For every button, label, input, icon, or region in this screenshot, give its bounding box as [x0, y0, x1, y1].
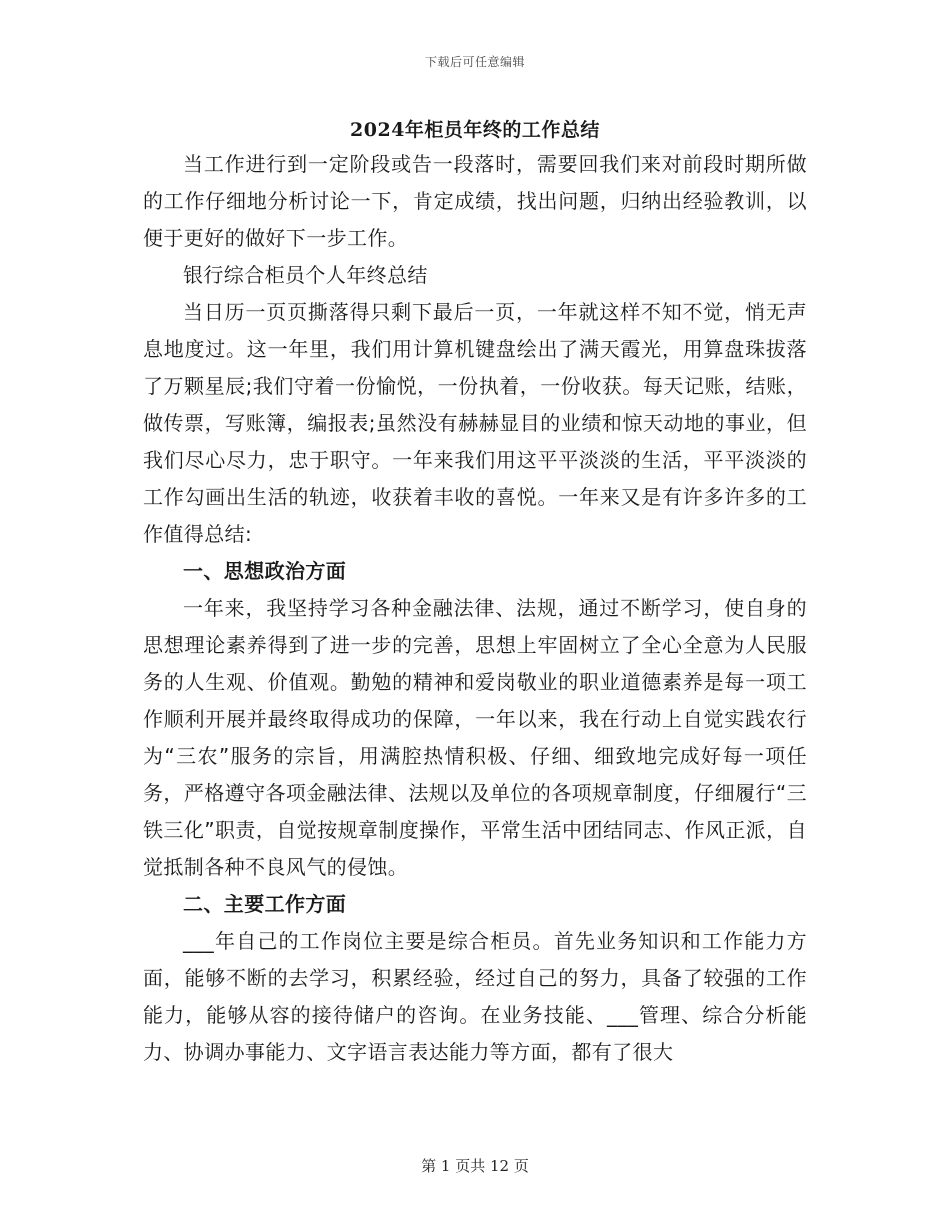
intro-paragraph: 当工作进行到一定阶段或告一段落时，需要回我们来对前段时期所做的工作仔细地分析讨论一下，肯定成绩，找出问题，归纳出经验教训，以便于更好的做好下一步工作。	[143, 152, 807, 250]
page-number: 第 1 页共 12 页	[421, 1157, 529, 1175]
subtitle-paragraph: 银行综合柜员个人年终总结	[183, 263, 428, 287]
header-note: 下载后可任意编辑	[424, 55, 525, 69]
document-title: 2024年柜员年终的工作总结	[350, 119, 600, 141]
section-heading-political: 一、思想政治方面	[183, 559, 347, 583]
section-paragraph-political: 一年来，我坚持学习各种金融法律、法规，通过不断学习，使自身的思想理论素养得到了进一步的完善，思想上牢固树立了全心全意为人民服务的人生观、价值观。勤勉的精神和爱岗敬业的职业道德素养是每一项工作顺利开展并最终取得成功的保障，一年以来，我在行动上自觉实践农行为“三农”服务的宗旨，用满腔热情积极、仔细、细致地完成好每一项任务，严格遵守各项金融法律、法规以及单位的各项规章制度，仔细履行“三铁三化”职责，自觉按规章制度操作，平常生活中团结同志、作风正派，自觉抵制各种不良风气的侵蚀。	[143, 596, 807, 879]
section-heading-work: 二、主要工作方面	[183, 892, 347, 916]
document-body	[143, 146, 807, 1071]
opening-paragraph: 当日历一页页撕落得只剩下最后一页，一年就这样不知不觉，悄无声息地度过。这一年里，我们用计算机键盘绘出了满天霞光，用算盘珠拔落了万颗星辰;我们守着一份愉悦，一份执着，一份收获。每天记账，结账，做传票，写账簿，编报表;虽然没有赫赫显目的业绩和惊天动地的事业，但我们尽心尽力，忠于职守。一年来我们用这平平淡淡的生活，平平淡淡的工作勾画出生活的轨迹，收获着丰收的喜悦。一年来又是有许多许多的工作值得总结:	[143, 300, 807, 546]
section-paragraph-work: ___年自己的工作岗位主要是综合柜员。首先业务知识和工作能力方面，能够不断的去学习，积累经验，经过自己的努力，具备了较强的工作能力，能够从容的接待储户的咨询。在业务技能、___管理、综合分析能力、协调办事能力、文字语言表达能力等方面，都有了很大	[143, 929, 807, 1064]
